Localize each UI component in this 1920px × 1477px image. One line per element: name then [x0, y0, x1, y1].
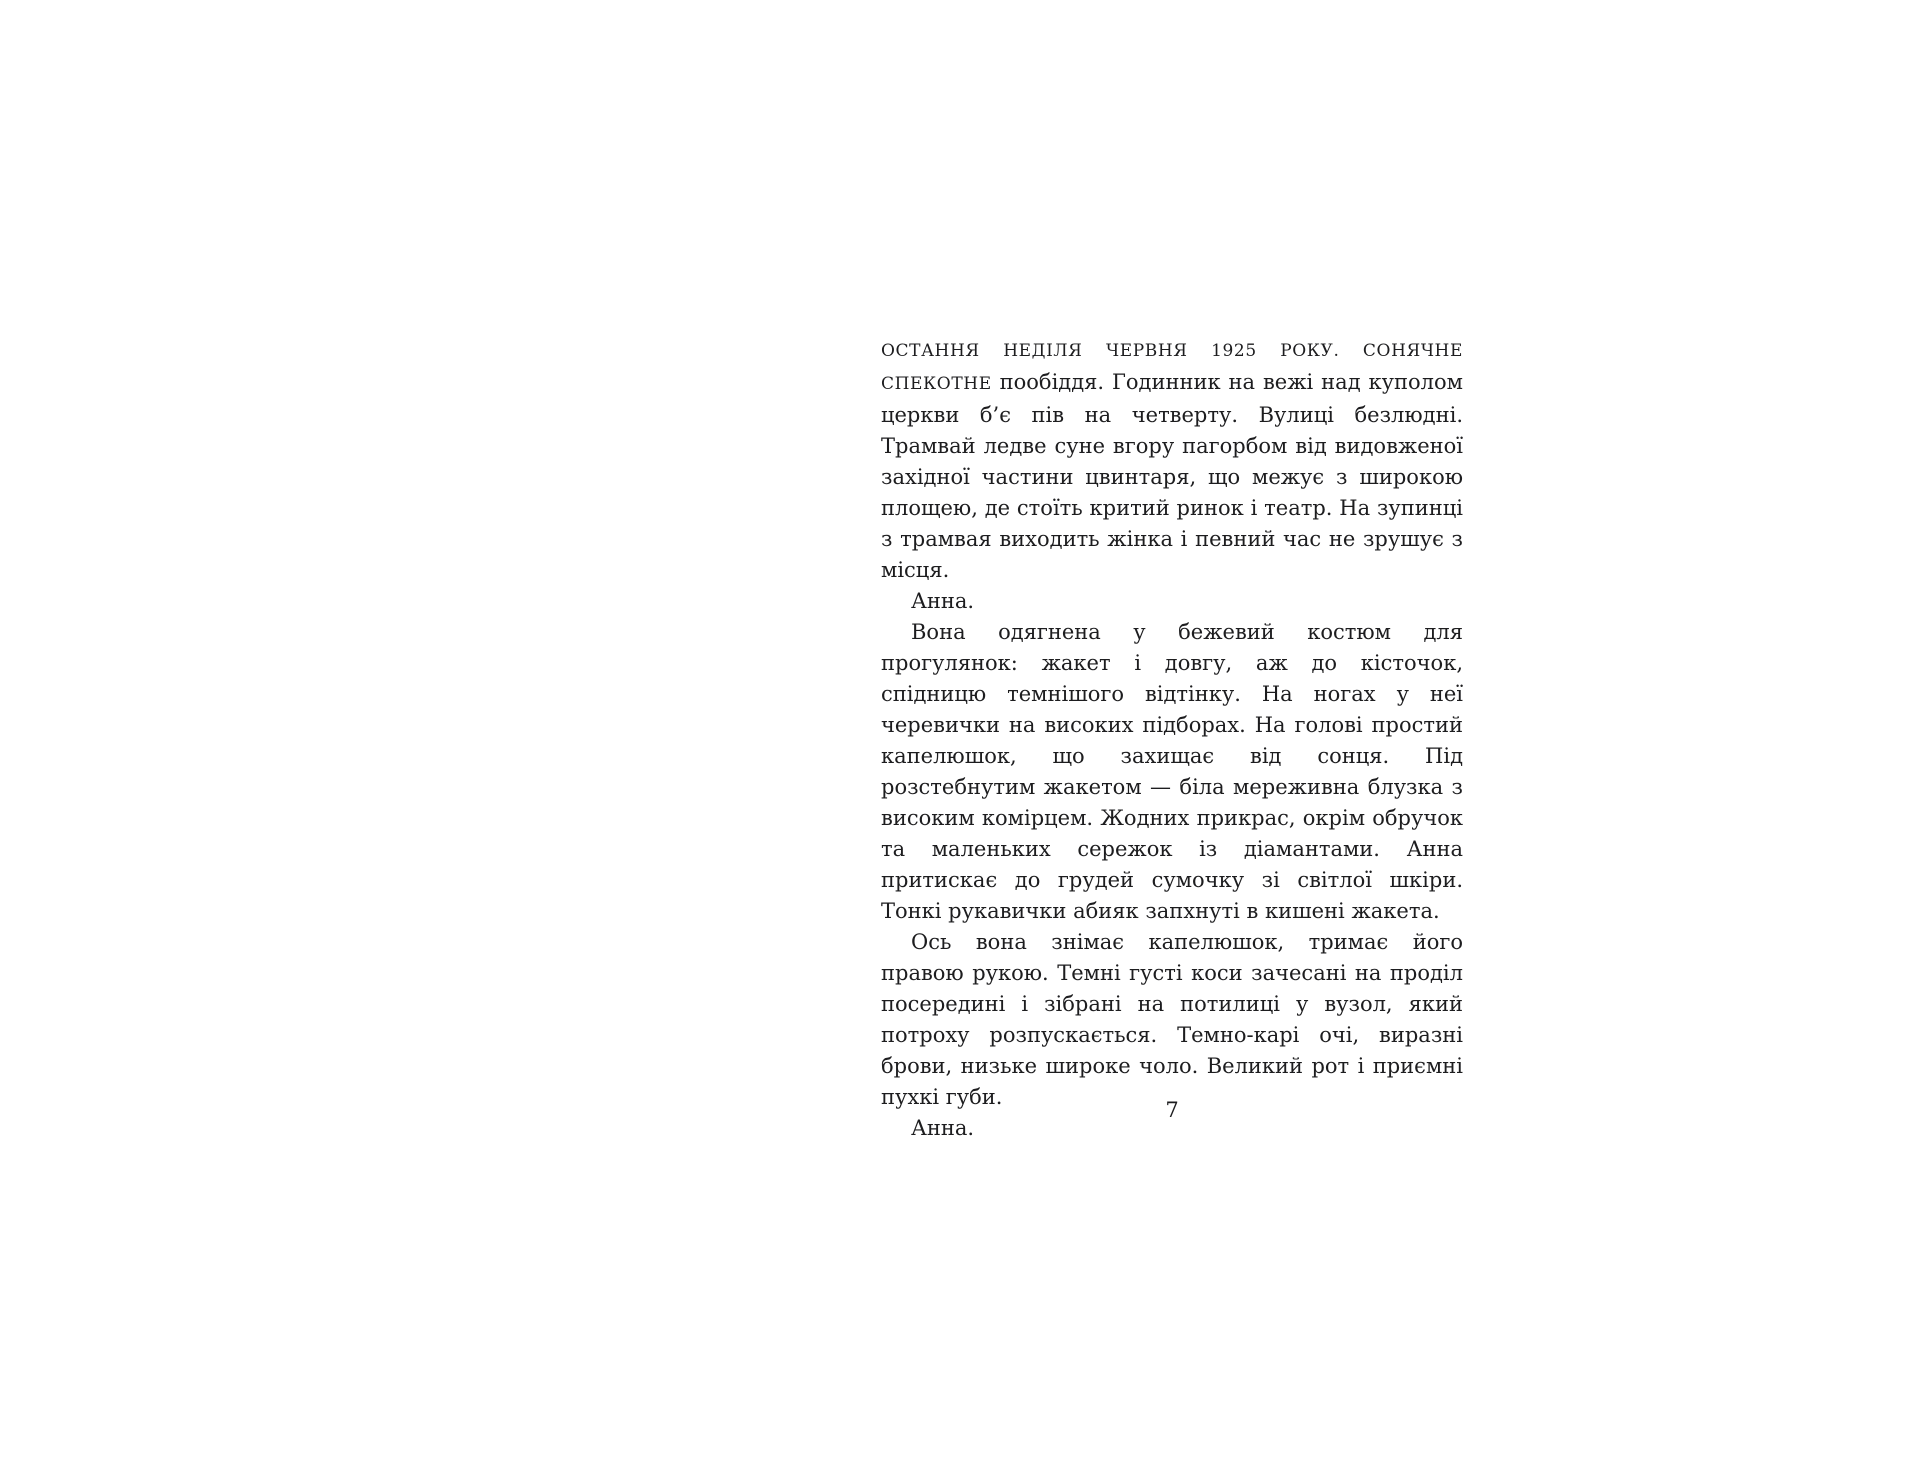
- page-number: 7: [1165, 1098, 1179, 1122]
- paragraph: Вона одягнена у бежевий костюм для прогулянок: жакет і довгу, аж до кісточок, спідницю темнішого відтінку. На ногах у неї черевички на високих підборах. На голові простий капелюшок, що захищає від сонця. Під розстебнутим жакетом — біла мереживна блузка з високим комірцем. Жодних прикрас, окрім обручок та маленьких сережок із діамантами. Анна притискає до грудей сумочку зі світлої шкіри. Тонкі рукавички абияк запхнуті в кишені жакета.: [881, 620, 1463, 923]
- paragraph: Анна.: [911, 1116, 975, 1140]
- paragraph: Ось вона знімає капелюшок, тримає його правою рукою. Темні густі коси зачесані на проділ посередині і зібрані на потилиці у вузол, який потроху розпускається. Темно-карі очі, виразні брови, низьке широке чоло. Великий рот і приємні пухкі губи.: [881, 930, 1463, 1109]
- paragraph: ОСТАННЯ НЕДІЛЯ ЧЕРВНЯ 1925 РОКУ. СОНЯЧНЕ СПЕКОТНЕ пообіддя. Годинник на вежі над куполом церкви б’є пів на четверту. Вулиці безлюдні. Трамвай ледве суне вгору пагорбом від видовженої західної частини цвинтаря, що межує з широкою площею, де стоїть критий ринок і театр. На зупинці з трамвая виходить жінка і певний час не зрушує з місця.: [881, 341, 1463, 582]
- chapter-opening-small-caps: ОСТАННЯ НЕДІЛЯ ЧЕРВНЯ 1925 РОКУ. СОНЯЧНЕ СПЕКОТНЕ: [881, 341, 1463, 394]
- page-text: [881, 334, 1463, 1144]
- paragraph: Анна.: [911, 589, 975, 613]
